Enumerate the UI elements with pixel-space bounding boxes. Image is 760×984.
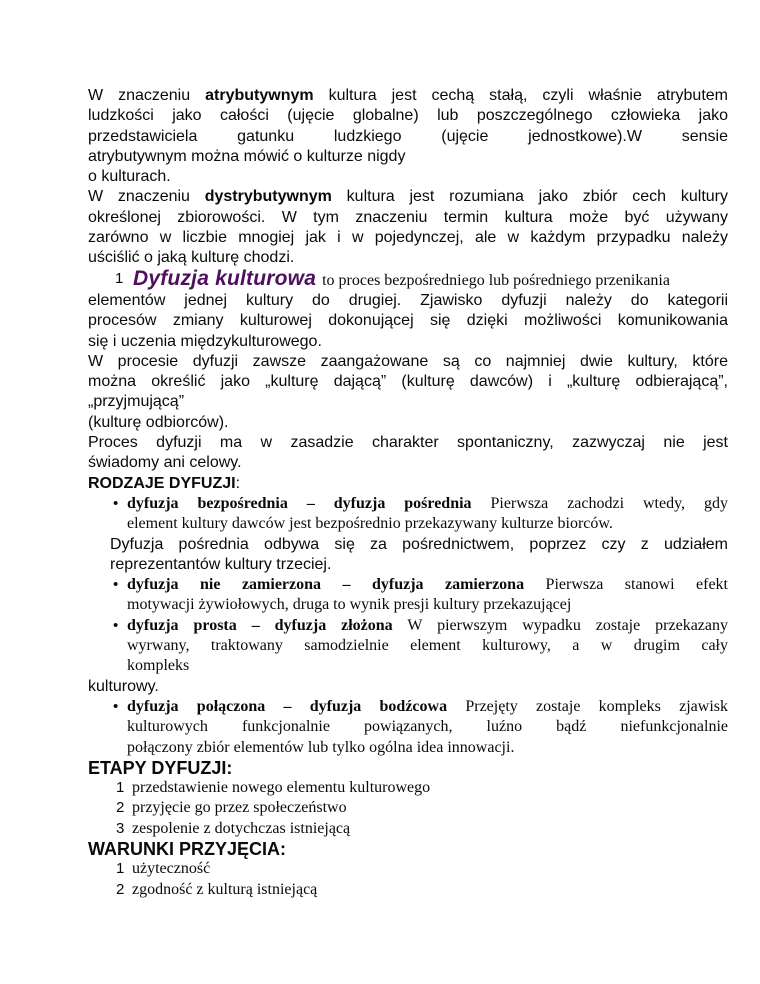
section-heading-text: WARUNKI PRZYJĘCIA: xyxy=(88,838,287,859)
para-dystrybutywnym-line xyxy=(88,208,728,228)
text-run: się i uczenia międzykulturowego. xyxy=(88,332,322,350)
text-run: kulturowy. xyxy=(88,677,159,695)
section-heading-text: ETAPY DYFUZJI: xyxy=(88,757,233,778)
list-number: 1 xyxy=(115,269,124,287)
text-run: element kultury dawców jest bezpośrednio przekazywany kulturze biorców. xyxy=(127,515,613,533)
text-run: o kulturach. xyxy=(88,168,171,186)
bullet-item-polaczona xyxy=(88,717,728,737)
text-run: Proces dyfuzji ma w zasadzie charakter spontaniczny, zazwyczaj nie jest xyxy=(88,434,728,452)
para-atrybutywnym-line xyxy=(88,167,728,187)
section-heading-warunki xyxy=(88,839,728,859)
bullet-icon: • xyxy=(113,494,119,512)
text-run: W znaczeniu xyxy=(88,87,206,104)
bullet-item-prosta xyxy=(88,656,728,676)
text-run: (kulturę odbiorców). xyxy=(88,413,229,431)
text-run: W pierwszym wypadku zostaje przekazany xyxy=(392,616,728,634)
para-atrybutywnym-line xyxy=(88,127,728,147)
list-number: 1 xyxy=(116,860,125,878)
para-spontaniczny-line xyxy=(88,433,728,453)
para-proces-line xyxy=(88,372,728,392)
para-dyfuzja-line xyxy=(88,291,728,311)
text-run: Przejęty zostaje kompleks zjawisk xyxy=(447,697,729,715)
bullet-item-polaczona xyxy=(88,697,728,717)
bullet-item-zamierzona xyxy=(88,575,728,595)
text-run: kulturowych funkcjonalnie powiązanych, luźno bądź niefunkcjonalnie xyxy=(127,718,728,736)
text-run: uściślić o jaką kulturę chodzi. xyxy=(88,249,295,267)
text-run: wyrwany, traktowany samodzielnie element kulturowy, a w drugim cały xyxy=(127,637,728,655)
text-run: atrybutywnym można mówić o kulturze nigdy xyxy=(88,147,406,165)
bullet-icon: • xyxy=(113,576,119,594)
text-run: reprezentantów kultury trzeciej. xyxy=(110,555,332,573)
para-dyfuzja-line xyxy=(88,311,728,331)
para-proces-line xyxy=(88,413,728,433)
bullet-item-prosta xyxy=(88,636,728,656)
para-atrybutywnym-line xyxy=(88,147,728,167)
text-run: użyteczność xyxy=(132,860,211,878)
text-run: kompleks xyxy=(127,657,190,675)
text-run: procesów zmiany kulturowej dokonującej się dzięki możliwości komunikowania xyxy=(88,312,728,330)
term-atrybutywnym: atrybutywnym xyxy=(205,87,314,104)
term-pair: dyfuzja nie zamierzona – dyfuzja zamierzona xyxy=(127,576,525,594)
document-body xyxy=(88,86,728,900)
text-run: świadomy ani celowy. xyxy=(88,454,242,472)
section-heading-rodzaje xyxy=(88,474,728,494)
text-run: Dyfuzja pośrednia odbywa się za pośrednictwem, poprzez czy z udziałem xyxy=(110,535,728,553)
text-run: Pierwsza stanowi efekt xyxy=(524,576,728,594)
para-atrybutywnym-line xyxy=(88,106,728,126)
text-run: zgodność z kulturą istniejącą xyxy=(132,880,318,898)
section-heading-text: RODZAJE DYFUZJI xyxy=(88,474,236,492)
text-run: ludzkości jako całości (ujęcie globalne) lub poszczególnego człowieka jako xyxy=(88,107,728,125)
text-run: Pierwsza zachodzi wtedy, gdy xyxy=(471,494,728,512)
para-dystrybutywnym-line xyxy=(88,248,728,268)
para-atrybutywnym-line xyxy=(88,86,728,106)
term-pair: dyfuzja prosta – dyfuzja złożona xyxy=(127,616,393,634)
numbered-item-etap-1 xyxy=(88,778,728,798)
text-run: zarówno w liczbie mnogiej jak i w pojedynczej, ale w każdym przypadku należy xyxy=(88,229,728,247)
list-number: 2 xyxy=(116,880,125,898)
para-dystrybutywnym-line xyxy=(88,187,728,207)
para-dystrybutywnym-line xyxy=(88,228,728,248)
bullet-item-bezposrednia xyxy=(88,514,728,534)
numbered-item-etap-3 xyxy=(88,819,728,839)
bullet-icon: • xyxy=(113,697,119,715)
text-run: przedstawienie nowego elementu kulturowego xyxy=(132,779,431,797)
bullet-item-prosta xyxy=(88,616,728,636)
para-posrednia-line xyxy=(88,555,728,575)
dyfuzja-kulturowa-title: Dyfuzja kulturowa xyxy=(133,266,317,290)
text-run: to proces bezpośredniego lub pośredniego przenikania xyxy=(318,271,670,289)
para-proces-line xyxy=(88,392,728,412)
dyfuzja-kulturowa-heading-line xyxy=(88,266,728,291)
text-run: W znaczeniu xyxy=(88,188,205,206)
bullet-item-polaczona xyxy=(88,738,728,758)
text-run: przedstawiciela gatunku ludzkiego (ujęcie jednostkowe).W sensie xyxy=(88,127,728,145)
para-proces-line xyxy=(88,352,728,372)
text-run: kultura jest rozumiana jako zbiór cech kultury xyxy=(331,188,728,206)
numbered-item-etap-2 xyxy=(88,798,728,818)
text-run: określonej zbiorowości. W tym znaczeniu termin kultura może być używany xyxy=(88,208,728,226)
para-dyfuzja-line xyxy=(88,332,728,352)
bullet-item-zamierzona xyxy=(88,595,728,615)
numbered-item-warunek-2 xyxy=(88,880,728,900)
term-pair: dyfuzja bezpośrednia – dyfuzja pośrednia xyxy=(127,494,472,512)
text-run: można określić jako „kulturę dającą” (kulturę dawców) i „kulturę odbierającą”, xyxy=(88,373,728,391)
text-run: „przyjmującą” xyxy=(88,393,185,411)
section-heading-etapy xyxy=(88,758,728,778)
term-pair: dyfuzja połączona – dyfuzja bodźcowa xyxy=(127,697,448,715)
text-run: motywacji żywiołowych, druga to wynik presji kultury przekazującej xyxy=(127,596,572,614)
list-number: 1 xyxy=(116,779,125,797)
numbered-item-warunek-1 xyxy=(88,859,728,879)
list-number: 3 xyxy=(116,819,125,837)
text-run: połączony zbiór elementów lub tylko ogólna idea innowacji. xyxy=(127,738,515,756)
bullet-item-bezposrednia xyxy=(88,494,728,514)
term-dystrybutywnym: dystrybutywnym xyxy=(204,188,332,206)
text-run: kultura jest cechą stałą, czyli właśnie atrybutem xyxy=(313,87,728,104)
bullet-icon: • xyxy=(113,616,119,634)
text-run: elementów jednej kultury do drugiej. Zjawisko dyfuzji należy do kategorii xyxy=(88,291,728,309)
list-number: 2 xyxy=(116,799,125,817)
text-run: przyjęcie go przez społeczeństwo xyxy=(132,799,347,817)
para-kulturowy-line xyxy=(88,677,728,697)
para-spontaniczny-line xyxy=(88,453,728,473)
text-run: W procesie dyfuzji zawsze zaangażowane są co najmniej dwie kultury, które xyxy=(88,352,728,370)
para-posrednia-line xyxy=(88,535,728,555)
text-run: : xyxy=(235,474,241,492)
text-run: zespolenie z dotychczas istniejącą xyxy=(132,819,351,837)
